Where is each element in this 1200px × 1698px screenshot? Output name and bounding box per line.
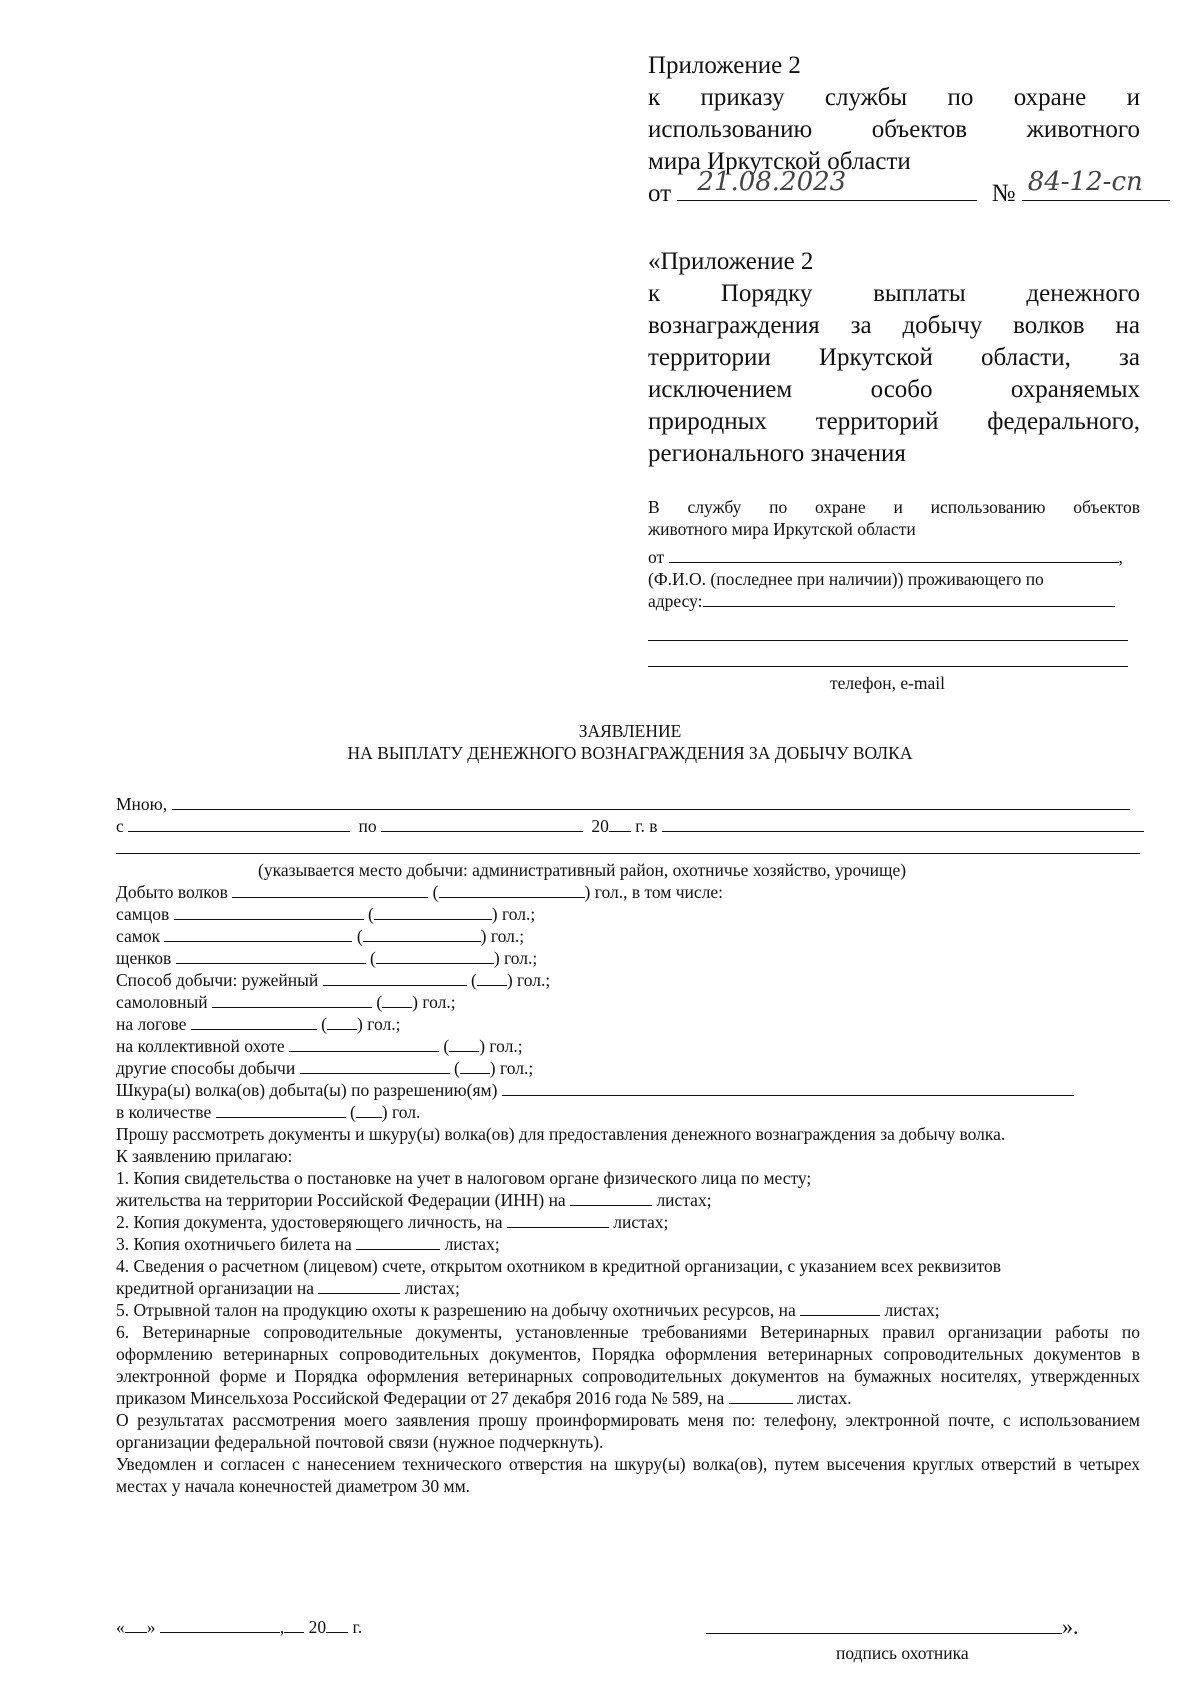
period-line bbox=[116, 815, 1140, 837]
item6-sheets-field[interactable] bbox=[729, 1388, 793, 1404]
item6-sheets-label: листах. bbox=[796, 1388, 852, 1408]
procedure-line-5: природных территорий федерального, bbox=[648, 408, 1140, 435]
method-gun-words-field[interactable] bbox=[323, 970, 467, 986]
wolves-count-field[interactable] bbox=[439, 882, 585, 898]
number-prefix: № bbox=[991, 180, 1016, 207]
item6-label: 6. Ветеринарные сопроводительные документы, установленные требованиями Ветеринарных правил организации работы по оформлению ветеринарных сопроводительных документов, Порядка оформления ветеринарных сопроводительных документов в электронной форме и Порядка оформления ветеринарных сопроводительных документов на бумажных носителях, утвержденных приказом Минсельхоза Российской Федерации от 27 декабря 2016 года № 589, на bbox=[116, 1322, 1140, 1408]
procedure-line-3: территории Иркутской области, за bbox=[648, 344, 1140, 371]
females-count-field[interactable] bbox=[363, 926, 481, 942]
to-date-label: по bbox=[358, 816, 377, 836]
pups-count-field[interactable] bbox=[376, 948, 494, 964]
item2-line bbox=[116, 1211, 1140, 1233]
method-other-count-field[interactable] bbox=[460, 1058, 490, 1074]
method-collective-suffix: ) гол.; bbox=[479, 1036, 523, 1056]
item1-label: жительства на территории Российской Федерации (ИНН) на bbox=[116, 1190, 566, 1210]
method-gun-line: Способ добычи: ружейный ( ) гол.; bbox=[116, 970, 551, 990]
females-label: самок bbox=[116, 926, 161, 946]
method-gun-suffix: ) гол.; bbox=[506, 970, 551, 990]
from-line bbox=[648, 546, 1140, 568]
males-count-field[interactable] bbox=[374, 904, 492, 920]
wolves-line: Добыто волков ( ) гол., в том числе: bbox=[116, 882, 724, 902]
order-line-1: к приказу службы по охране и bbox=[648, 84, 1140, 111]
place-hint: (указывается место добычи: административный район, охотничье хозяйство, урочище) bbox=[258, 860, 907, 880]
address-field[interactable] bbox=[703, 590, 1115, 607]
method-collective-line: на коллективной охоте ( ) гол.; bbox=[116, 1036, 523, 1056]
wolves-count-words-field[interactable] bbox=[232, 882, 428, 898]
quantity-suffix: ) гол. bbox=[381, 1102, 421, 1122]
method-gun-count-field[interactable] bbox=[477, 970, 507, 986]
item1-line-a: 1. Копия свидетельства о постановке на учет в налоговом органе физического лица по месту; bbox=[116, 1168, 812, 1188]
skins-label: Шкура(ы) волка(ов) добыта(ы) по разрешению(ям) bbox=[116, 1080, 498, 1100]
in-label: г. в bbox=[635, 816, 658, 836]
method-den-label: на логове bbox=[116, 1014, 187, 1034]
by-me-line bbox=[116, 793, 1140, 815]
permit-field[interactable] bbox=[502, 1080, 1074, 1096]
method-other-suffix: ) гол.; bbox=[489, 1058, 534, 1078]
method-collective-count-field[interactable] bbox=[449, 1036, 479, 1052]
method-trap-label: самоловный bbox=[116, 992, 208, 1012]
notify-paragraph: О результатах рассмотрения моего заявления прошу проинформировать меня по: телефону, электронной почте, с использованием организации федеральной почтовой связи (нужное подчеркнуть). bbox=[116, 1410, 1140, 1452]
item3-sheets-field[interactable] bbox=[356, 1234, 440, 1250]
date-comma: , bbox=[279, 1617, 285, 1637]
method-den-suffix: ) гол.; bbox=[357, 1014, 401, 1034]
start-date-field[interactable] bbox=[128, 816, 350, 832]
address-field-2[interactable] bbox=[648, 640, 1128, 641]
signature-field[interactable] bbox=[706, 1618, 1062, 1634]
wolves-label: Добыто волков bbox=[116, 882, 228, 902]
item5-sheets-field[interactable] bbox=[800, 1300, 880, 1316]
procedure-line-1: к Порядку выплаты денежного bbox=[648, 280, 1140, 307]
applicant-name-field[interactable] bbox=[669, 546, 1119, 563]
month-field-tail[interactable] bbox=[284, 1617, 304, 1633]
skins-line bbox=[116, 1079, 1140, 1101]
from-date-label: с bbox=[116, 816, 124, 836]
place-line-2 bbox=[116, 837, 1140, 859]
pups-suffix: ) гол.; bbox=[493, 948, 538, 968]
pups-words-field[interactable] bbox=[176, 948, 366, 964]
females-line: самок ( ) гол.; bbox=[116, 926, 525, 946]
contact-field[interactable] bbox=[648, 666, 1128, 667]
signature-end: ». bbox=[1062, 1614, 1079, 1639]
method-collective-label: на коллективной охоте bbox=[116, 1036, 285, 1056]
order-date-number-line bbox=[648, 167, 1143, 210]
appendix-title: Приложение 2 bbox=[648, 52, 801, 79]
order-appendix-block bbox=[648, 50, 1143, 210]
females-words-field[interactable] bbox=[164, 926, 352, 942]
item3-line bbox=[116, 1233, 1140, 1255]
quantity-words-field[interactable] bbox=[216, 1102, 346, 1118]
addressee-line-2: животного мира Иркутской области bbox=[648, 519, 916, 539]
procedure-line-2: вознаграждения за добычу волков на bbox=[648, 312, 1140, 339]
year-field[interactable] bbox=[609, 816, 631, 832]
place-field-2[interactable] bbox=[116, 838, 1140, 854]
method-other-line: другие способы добычи ( ) гол.; bbox=[116, 1058, 534, 1078]
wolves-suffix: ) гол., в том числе: bbox=[584, 882, 724, 902]
contact-label: телефон, e-mail bbox=[830, 673, 946, 693]
item4-line-b bbox=[116, 1277, 1140, 1299]
pups-line: щенков ( ) гол.; bbox=[116, 948, 538, 968]
males-line: самцов ( ) гол.; bbox=[116, 904, 536, 924]
method-trap-line: самоловный ( ) гол.; bbox=[116, 992, 456, 1012]
item1-line-b bbox=[116, 1189, 1140, 1211]
handwritten-number: 84-12-сп bbox=[1027, 167, 1143, 197]
order-line-2: использованию объектов животного bbox=[648, 116, 1140, 143]
sign-year-field[interactable] bbox=[326, 1617, 348, 1633]
signature-field-line bbox=[706, 1616, 1079, 1639]
item5-label: 5. Отрывной талон на продукцию охоты к разрешению на добычу охотничьих ресурсов, на bbox=[116, 1300, 796, 1320]
method-collective-words-field[interactable] bbox=[289, 1036, 439, 1052]
method-trap-suffix: ) гол.; bbox=[412, 992, 456, 1012]
quote-close: » bbox=[146, 1617, 156, 1637]
item3-label: 3. Копия охотничьего билета на bbox=[116, 1234, 352, 1254]
title-line-2: НА ВЫПЛАТУ ДЕНЕЖНОГО ВОЗНАГРАЖДЕНИЯ ЗА ДОБЫЧУ ВОЛКА bbox=[347, 743, 913, 763]
method-den-count-field[interactable] bbox=[327, 1014, 357, 1030]
title-line-1: ЗАЯВЛЕНИЕ bbox=[578, 721, 682, 741]
addressee-block bbox=[648, 496, 1140, 612]
end-date-field[interactable] bbox=[381, 816, 583, 832]
procedure-line-6: регионального значения bbox=[648, 440, 906, 467]
item1-sheets-field[interactable] bbox=[570, 1190, 652, 1206]
procedure-title: «Приложение 2 bbox=[648, 248, 814, 275]
request-text: Прошу рассмотреть документы и шкуру(ы) волка(ов) для предоставления денежного вознаграждения за добычу волка. bbox=[116, 1124, 1006, 1144]
year-label: 20 bbox=[591, 816, 609, 836]
item4-sheets-field[interactable] bbox=[318, 1278, 400, 1294]
item4-label: кредитной организации на bbox=[116, 1278, 315, 1298]
procedure-line-4: исключением особо охраняемых bbox=[648, 376, 1140, 403]
item5-line bbox=[116, 1299, 1140, 1321]
quantity-line: в количестве ( ) гол. bbox=[116, 1102, 421, 1122]
date-prefix: от bbox=[648, 180, 672, 207]
from-label: от bbox=[648, 547, 665, 567]
month-field[interactable] bbox=[160, 1617, 280, 1633]
item4-sheets-label: листах; bbox=[404, 1278, 460, 1298]
address-line bbox=[648, 590, 1140, 612]
order-line-3: мира Иркутской области bbox=[648, 148, 911, 175]
method-other-words-field[interactable] bbox=[300, 1058, 450, 1074]
quantity-count-field[interactable] bbox=[356, 1102, 382, 1118]
item5-sheets-label: листах; bbox=[884, 1300, 940, 1320]
males-label: самцов bbox=[116, 904, 170, 924]
item3-sheets-label: листах; bbox=[444, 1234, 500, 1254]
method-gun-label: Способ добычи: ружейный bbox=[116, 970, 319, 990]
date-signature-line bbox=[116, 1616, 362, 1638]
sign-year-suffix: г. bbox=[352, 1617, 363, 1637]
handwritten-date: 21.08.2023 bbox=[697, 167, 847, 197]
males-words-field[interactable] bbox=[174, 904, 364, 920]
sign-year-label: 20 bbox=[308, 1617, 327, 1637]
pups-label: щенков bbox=[116, 948, 172, 968]
item4-line-a: 4. Сведения о расчетном (лицевом) счете, открытом охотником в кредитной организации, с указанием всех реквизитов bbox=[116, 1256, 1002, 1276]
fio-line: (Ф.И.О. (последнее при наличии)) проживающего по bbox=[648, 569, 1044, 589]
place-field[interactable] bbox=[662, 816, 1144, 832]
day-field[interactable] bbox=[125, 1617, 147, 1633]
method-den-words-field[interactable] bbox=[191, 1014, 317, 1030]
item2-label: 2. Копия документа, удостоверяющего личность, на bbox=[116, 1212, 503, 1232]
attach-label: К заявлению прилагаю: bbox=[116, 1146, 293, 1166]
females-suffix: ) гол.; bbox=[480, 926, 525, 946]
from-comma: , bbox=[1118, 547, 1123, 567]
application-body bbox=[116, 793, 1140, 1497]
by-me-label: Мною, bbox=[116, 794, 168, 814]
males-suffix: ) гол.; bbox=[491, 904, 536, 924]
hunter-name-field[interactable] bbox=[172, 794, 1130, 810]
method-den-line: на логове ( ) гол.; bbox=[116, 1014, 401, 1034]
procedure-appendix-block bbox=[648, 246, 1140, 470]
date-field[interactable] bbox=[677, 167, 977, 201]
quantity-label: в количестве bbox=[116, 1102, 212, 1122]
address-label: адресу: bbox=[648, 591, 703, 611]
method-trap-words-field[interactable] bbox=[212, 992, 372, 1008]
item2-sheets-field[interactable] bbox=[507, 1212, 609, 1228]
document-title bbox=[0, 720, 1200, 764]
item2-sheets-label: листах; bbox=[613, 1212, 669, 1232]
item1-sheets-label: листах; bbox=[656, 1190, 712, 1210]
addressee-line-1: В службу по охране и использованию объектов bbox=[648, 497, 1140, 517]
quote-open: « bbox=[116, 1617, 125, 1637]
consent-paragraph: Уведомлен и согласен с нанесением технического отверстия на шкуру(ы) волка(ов), путем высечения круглых отверстий в четырех местах у начала конечностей диаметром 30 мм. bbox=[116, 1454, 1140, 1496]
number-field[interactable] bbox=[1022, 167, 1170, 201]
method-trap-count-field[interactable] bbox=[382, 992, 412, 1008]
method-other-label: другие способы добычи bbox=[116, 1058, 296, 1078]
signature-label: подпись охотника bbox=[836, 1643, 969, 1663]
item6-paragraph bbox=[116, 1321, 1140, 1409]
